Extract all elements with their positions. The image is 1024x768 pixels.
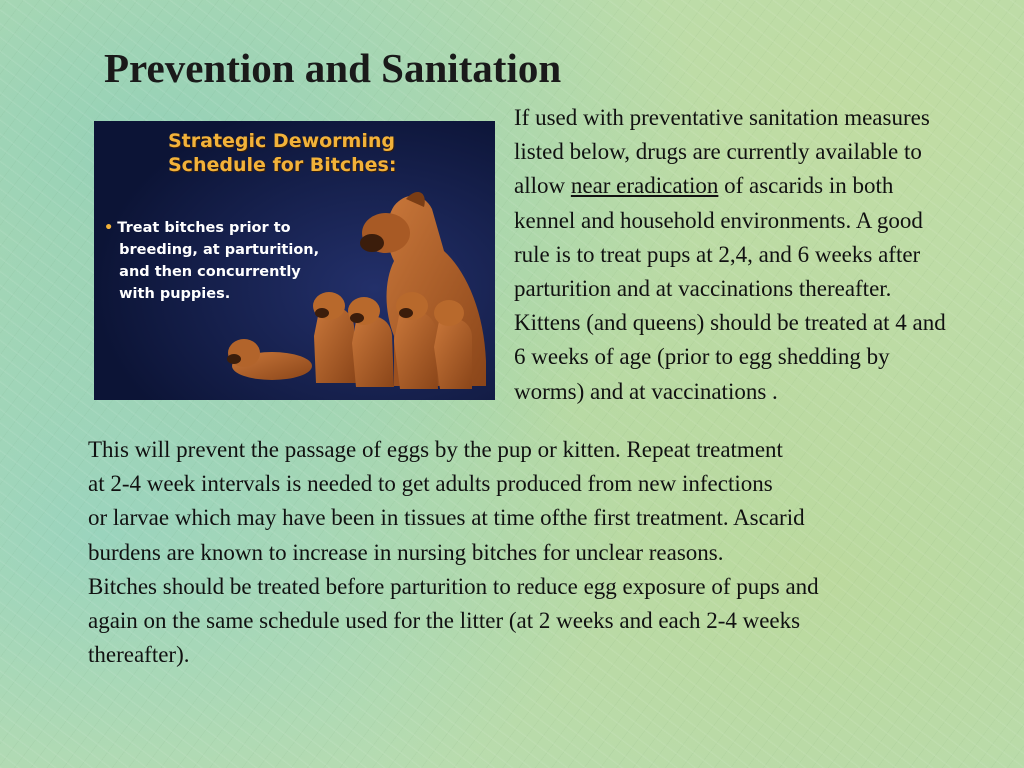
right-paragraph xyxy=(514,101,1024,409)
image-heading-line-2: Schedule for Bitches: xyxy=(168,154,397,176)
body-line-1: This will prevent the passage of eggs by the pup or kitten. Repeat treatment xyxy=(88,437,783,462)
body-line-2: at 2-4 week intervals is needed to get adults produced from new infections xyxy=(88,471,773,497)
body-line-3: or larvae which may have been in tissues at time ofthe first treatment. Ascarid xyxy=(88,505,805,531)
body-line-6: again on the same schedule used for the litter (at 2 weeks and each 2-4 weeks xyxy=(88,608,801,634)
right-paragraph-end: of ascarids in both kennel and household environments. A good rule is to treat pups at 2,4, and 6 weeks after parturition and at vaccinations thereafter. Kittens (and queens) should be treated at 4 and 6 weeks of age (prior to egg shedding by worms) and at vaccinations . xyxy=(514,173,946,404)
image-bullet-line-2: breeding, at parturition, xyxy=(119,242,320,258)
body-line-4: burdens are known to increase in nursing bitches for unclear reasons. xyxy=(88,539,724,565)
body-line-5: Bitches should be treated before parturition to reduce egg exposure of pups and xyxy=(88,573,819,599)
image-bullet xyxy=(104,217,344,305)
image-bullet-line-4: with puppies. xyxy=(119,286,231,302)
underlined-term: near eradication xyxy=(570,173,719,199)
body-paragraph xyxy=(88,433,1008,672)
image-bullet-line-3: and then concurrently xyxy=(119,264,301,280)
deworming-schedule-image xyxy=(94,121,495,400)
image-bullet-line-1: Treat bitches prior to xyxy=(117,220,291,236)
slide-title: Prevention and Sanitation xyxy=(104,45,562,91)
bullet-icon: • xyxy=(104,220,114,236)
body-line-7: thereafter). xyxy=(88,642,190,668)
right-paragraph-start: If used with preventative sanitation measures listed below, drugs are currently available to allow xyxy=(514,105,930,199)
image-heading xyxy=(168,129,396,177)
image-heading-line-1: Strategic Deworming xyxy=(168,130,395,152)
